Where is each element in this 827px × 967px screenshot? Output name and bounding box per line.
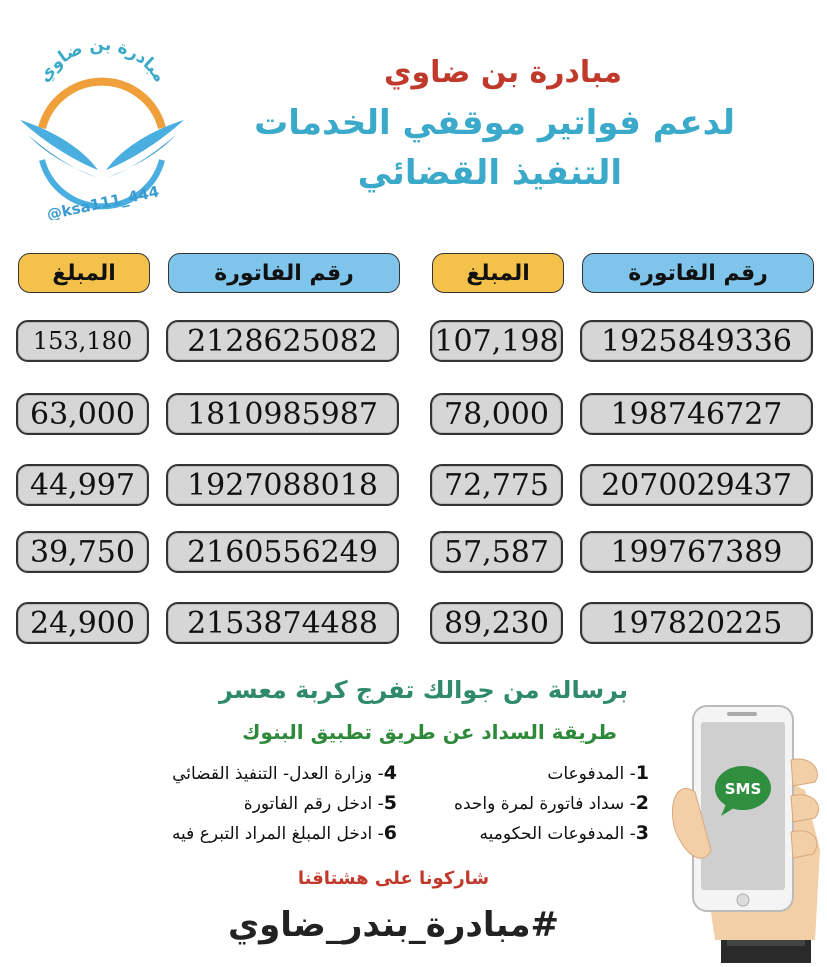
initiative-logo — [12, 20, 192, 220]
amount-cell: 24,900 — [16, 602, 149, 644]
step-5 — [244, 792, 397, 814]
step-number: 2 — [635, 792, 649, 814]
amount-cell: 89,230 — [430, 602, 563, 644]
title-initiative: مبادرة بن ضاوي — [383, 55, 622, 90]
slogan-text: برسالة من جوالك تفرج كربة معسر — [218, 676, 628, 704]
sms-bubble-text: SMS — [724, 780, 762, 798]
step-number: 6 — [383, 822, 397, 844]
invoice-cell: 197820225 — [580, 602, 813, 644]
step-3 — [480, 822, 649, 844]
logo-arc-text: مبادرة بن ضاوي — [34, 34, 170, 86]
logo-handle: @ksa111_444 — [45, 182, 161, 220]
title-enforcement: التنفيذ القضائي — [357, 153, 622, 193]
step-text: - ادخل رقم الفاتورة — [243, 794, 384, 814]
step-2 — [454, 792, 649, 814]
amount-cell: 44,997 — [16, 464, 149, 506]
step-4 — [172, 762, 397, 784]
invoice-cell: 1927088018 — [166, 464, 399, 506]
header-amount-right: المبلغ — [432, 253, 564, 293]
invoice-cell: 1925849336 — [580, 320, 813, 362]
invoice-cell: 1810985987 — [166, 393, 399, 435]
header-amount-left: المبلغ — [18, 253, 150, 293]
step-text: - سداد فاتورة لمرة واحده — [454, 794, 636, 814]
step-number: 1 — [635, 762, 649, 784]
hashtag-text: #مبادرة_بندر_ضاوي — [227, 905, 560, 945]
share-text: شاركونا على هشتاقنا — [297, 868, 490, 889]
amount-cell: 72,775 — [430, 464, 563, 506]
step-number: 4 — [383, 762, 397, 784]
invoice-cell: 198746727 — [580, 393, 813, 435]
step-text: - وزارة العدل- التنفيذ القضائي — [172, 764, 384, 784]
invoice-cell: 2160556249 — [166, 531, 399, 573]
amount-cell: 107,198 — [430, 320, 563, 362]
step-text: - ادخل المبلغ المراد التبرع فيه — [171, 824, 384, 844]
invoice-cell: 199767389 — [580, 531, 813, 573]
amount-cell: 39,750 — [16, 531, 149, 573]
step-text: - المدفوعات الحكوميه — [479, 824, 636, 844]
invoice-cell: 2128625082 — [166, 320, 399, 362]
phone-illustration — [665, 700, 825, 963]
payment-method-title: طريقة السداد عن طريق تطبيق البنوك — [242, 720, 617, 744]
header-invoice-right: رقم الفاتورة — [582, 253, 814, 293]
step-text: - المدفوعات — [547, 764, 636, 784]
step-number: 5 — [383, 792, 397, 814]
amount-cell: 78,000 — [430, 393, 563, 435]
step-number: 3 — [635, 822, 649, 844]
invoice-cell: 2070029437 — [580, 464, 813, 506]
title-support: لدعم فواتير موقفي الخدمات — [254, 103, 735, 143]
amount-cell: 153,180 — [16, 320, 149, 362]
step-6 — [172, 822, 397, 844]
invoice-cell: 2153874488 — [166, 602, 399, 644]
amount-cell: 63,000 — [16, 393, 149, 435]
header-invoice-left: رقم الفاتورة — [168, 253, 400, 293]
amount-cell: 57,587 — [430, 531, 563, 573]
step-1 — [547, 762, 649, 784]
